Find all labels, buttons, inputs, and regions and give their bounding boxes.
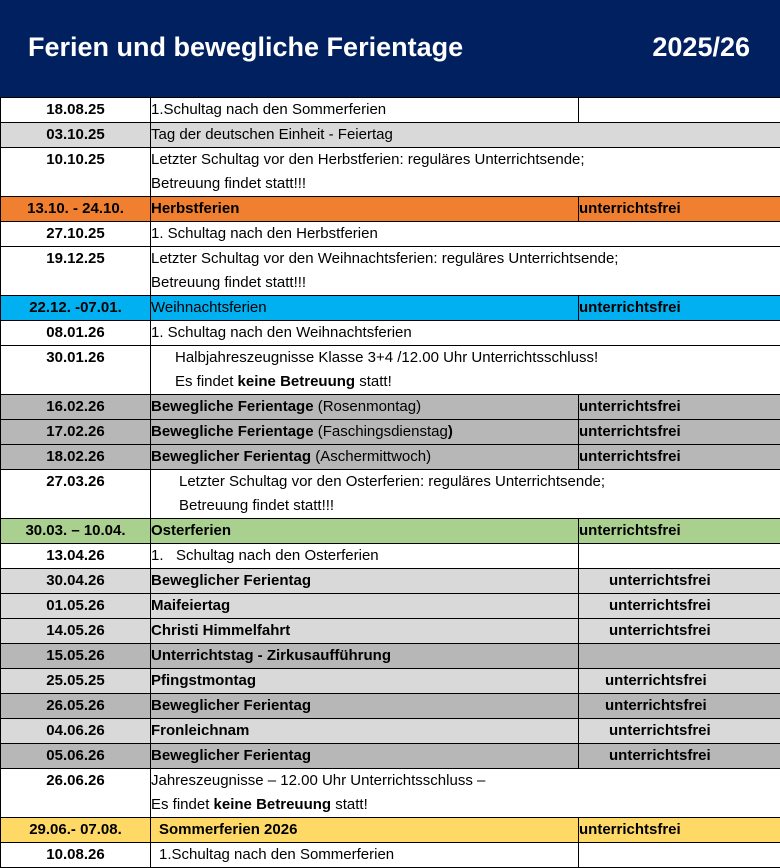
table-row <box>1 594 780 619</box>
text-segment: statt! <box>331 796 368 813</box>
row-date: 30.03. – 10.04. <box>1 519 151 544</box>
row-date: 17.02.26 <box>1 420 151 445</box>
row-note: unterrichtsfrei <box>579 519 780 544</box>
row-description: Beweglicher Ferientag <box>151 569 579 594</box>
row-note <box>579 644 780 669</box>
row-date: 10.08.26 <box>1 843 151 868</box>
row-note: unterrichtsfrei <box>579 296 780 321</box>
row-date: 26.06.26 <box>1 769 151 818</box>
row-description: Christi Himmelfahrt <box>151 619 579 644</box>
row-description-line: Jahreszeugnisse – 12.00 Uhr Unterrichtsschluss – <box>151 769 780 793</box>
row-description <box>151 445 579 470</box>
row-date: 30.01.26 <box>1 346 151 395</box>
row-description-line: Betreuung findet statt!!! <box>151 271 780 295</box>
row-description <box>151 346 780 395</box>
row-note: unterrichtsfrei <box>579 694 780 719</box>
row-note: unterrichtsfrei <box>579 818 780 843</box>
table-row <box>1 321 780 346</box>
text-segment-bold: Bewegliche Ferientage <box>151 398 314 415</box>
row-description-line: Letzter Schultag vor den Weihnachtsferien: reguläres Unterrichtsende; <box>151 247 780 271</box>
table-row <box>1 519 780 544</box>
text-segment: Es findet <box>175 373 238 390</box>
row-description-line <box>175 370 780 394</box>
row-description <box>151 247 780 296</box>
row-description: Weihnachtsferien <box>151 296 579 321</box>
row-description: Fronleichnam <box>151 719 579 744</box>
row-description-line: Betreuung findet statt!!! <box>179 494 780 518</box>
row-description: 1. Schultag nach den Osterferien <box>151 544 579 569</box>
row-description <box>151 420 579 445</box>
row-date: 26.05.26 <box>1 694 151 719</box>
row-description: Sommerferien 2026 <box>151 818 579 843</box>
school-year: 2025/26 <box>652 32 750 63</box>
text-segment: (Faschingsdienstag <box>314 423 448 440</box>
row-description: Maifeiertag <box>151 594 579 619</box>
row-description-line: Letzter Schultag vor den Herbstferien: reguläres Unterrichtsende; <box>151 148 780 172</box>
row-note: unterrichtsfrei <box>579 395 780 420</box>
table-row <box>1 644 780 669</box>
table-row <box>1 123 780 148</box>
text-segment-bold: Beweglicher Ferientag <box>151 448 311 465</box>
row-note <box>579 843 780 868</box>
table-row <box>1 769 780 818</box>
table-row <box>1 148 780 197</box>
text-segment-bold: keine Betreuung <box>238 373 356 390</box>
table-row <box>1 544 780 569</box>
row-description-line: Betreuung findet statt!!! <box>151 172 780 196</box>
row-description <box>151 769 780 818</box>
row-description-line <box>151 793 780 817</box>
row-date: 15.05.26 <box>1 644 151 669</box>
row-note: unterrichtsfrei <box>579 594 780 619</box>
row-note: unterrichtsfrei <box>579 719 780 744</box>
table-row <box>1 744 780 769</box>
row-note: unterrichtsfrei <box>579 445 780 470</box>
row-date: 13.04.26 <box>1 544 151 569</box>
row-description-line: Letzter Schultag vor den Osterferien: reguläres Unterrichtsende; <box>179 470 780 494</box>
row-date: 10.10.25 <box>1 148 151 197</box>
row-date: 03.10.25 <box>1 123 151 148</box>
row-date: 27.03.26 <box>1 470 151 519</box>
row-date: 14.05.26 <box>1 619 151 644</box>
row-description: Osterferien <box>151 519 579 544</box>
table-row <box>1 222 780 247</box>
row-description <box>151 395 579 420</box>
page-title: Ferien und bewegliche Ferientage <box>28 32 463 63</box>
row-description: Pfingstmontag <box>151 669 579 694</box>
text-segment: (Rosenmontag) <box>314 398 422 415</box>
table-row <box>1 197 780 222</box>
row-note: unterrichtsfrei <box>579 669 780 694</box>
text-segment-bold: keine Betreuung <box>214 796 332 813</box>
row-description: Tag der deutschen Einheit - Feiertag <box>151 123 780 148</box>
row-note: unterrichtsfrei <box>579 420 780 445</box>
row-note <box>579 98 780 123</box>
table-row <box>1 98 780 123</box>
table-row <box>1 569 780 594</box>
row-note: unterrichtsfrei <box>579 569 780 594</box>
row-description: 1. Schultag nach den Weihnachtsferien <box>151 321 780 346</box>
table-row <box>1 669 780 694</box>
table-row <box>1 247 780 296</box>
table-row <box>1 420 780 445</box>
page-header <box>0 0 780 97</box>
table-row <box>1 843 780 868</box>
row-note: unterrichtsfrei <box>579 619 780 644</box>
row-date: 18.02.26 <box>1 445 151 470</box>
table-row <box>1 395 780 420</box>
table-row <box>1 470 780 519</box>
holiday-schedule-table <box>0 97 780 868</box>
row-date: 29.06.- 07.08. <box>1 818 151 843</box>
row-date: 04.06.26 <box>1 719 151 744</box>
table-row <box>1 694 780 719</box>
row-date: 08.01.26 <box>1 321 151 346</box>
row-date: 18.08.25 <box>1 98 151 123</box>
row-date: 25.05.25 <box>1 669 151 694</box>
row-note <box>579 544 780 569</box>
text-segment-bold: Bewegliche Ferientage <box>151 423 314 440</box>
row-description <box>151 470 780 519</box>
row-date: 05.06.26 <box>1 744 151 769</box>
row-description: 1. Schultag nach den Herbstferien <box>151 222 780 247</box>
row-date: 19.12.25 <box>1 247 151 296</box>
row-description-line: Halbjahreszeugnisse Klasse 3+4 /12.00 Uhr Unterrichtsschluss! <box>175 346 780 370</box>
text-segment: Es findet <box>151 796 214 813</box>
text-segment: (Aschermittwoch) <box>311 448 431 465</box>
row-date: 30.04.26 <box>1 569 151 594</box>
row-description: Beweglicher Ferientag <box>151 694 579 719</box>
row-date: 27.10.25 <box>1 222 151 247</box>
text-segment-bold: ) <box>448 423 453 440</box>
table-row <box>1 445 780 470</box>
row-date: 22.12. -07.01. <box>1 296 151 321</box>
row-note: unterrichtsfrei <box>579 744 780 769</box>
row-description: 1.Schultag nach den Sommerferien <box>151 98 579 123</box>
table-row <box>1 818 780 843</box>
table-row <box>1 619 780 644</box>
table-row <box>1 346 780 395</box>
row-description: Beweglicher Ferientag <box>151 744 579 769</box>
table-row <box>1 719 780 744</box>
row-description: Herbstferien <box>151 197 579 222</box>
table-row <box>1 296 780 321</box>
row-date: 01.05.26 <box>1 594 151 619</box>
row-date: 16.02.26 <box>1 395 151 420</box>
text-segment: statt! <box>355 373 392 390</box>
row-date: 13.10. - 24.10. <box>1 197 151 222</box>
row-note: unterrichtsfrei <box>579 197 780 222</box>
row-description: Unterrichtstag - Zirkusaufführung <box>151 644 579 669</box>
row-description: 1.Schultag nach den Sommerferien <box>151 843 579 868</box>
row-description <box>151 148 780 197</box>
